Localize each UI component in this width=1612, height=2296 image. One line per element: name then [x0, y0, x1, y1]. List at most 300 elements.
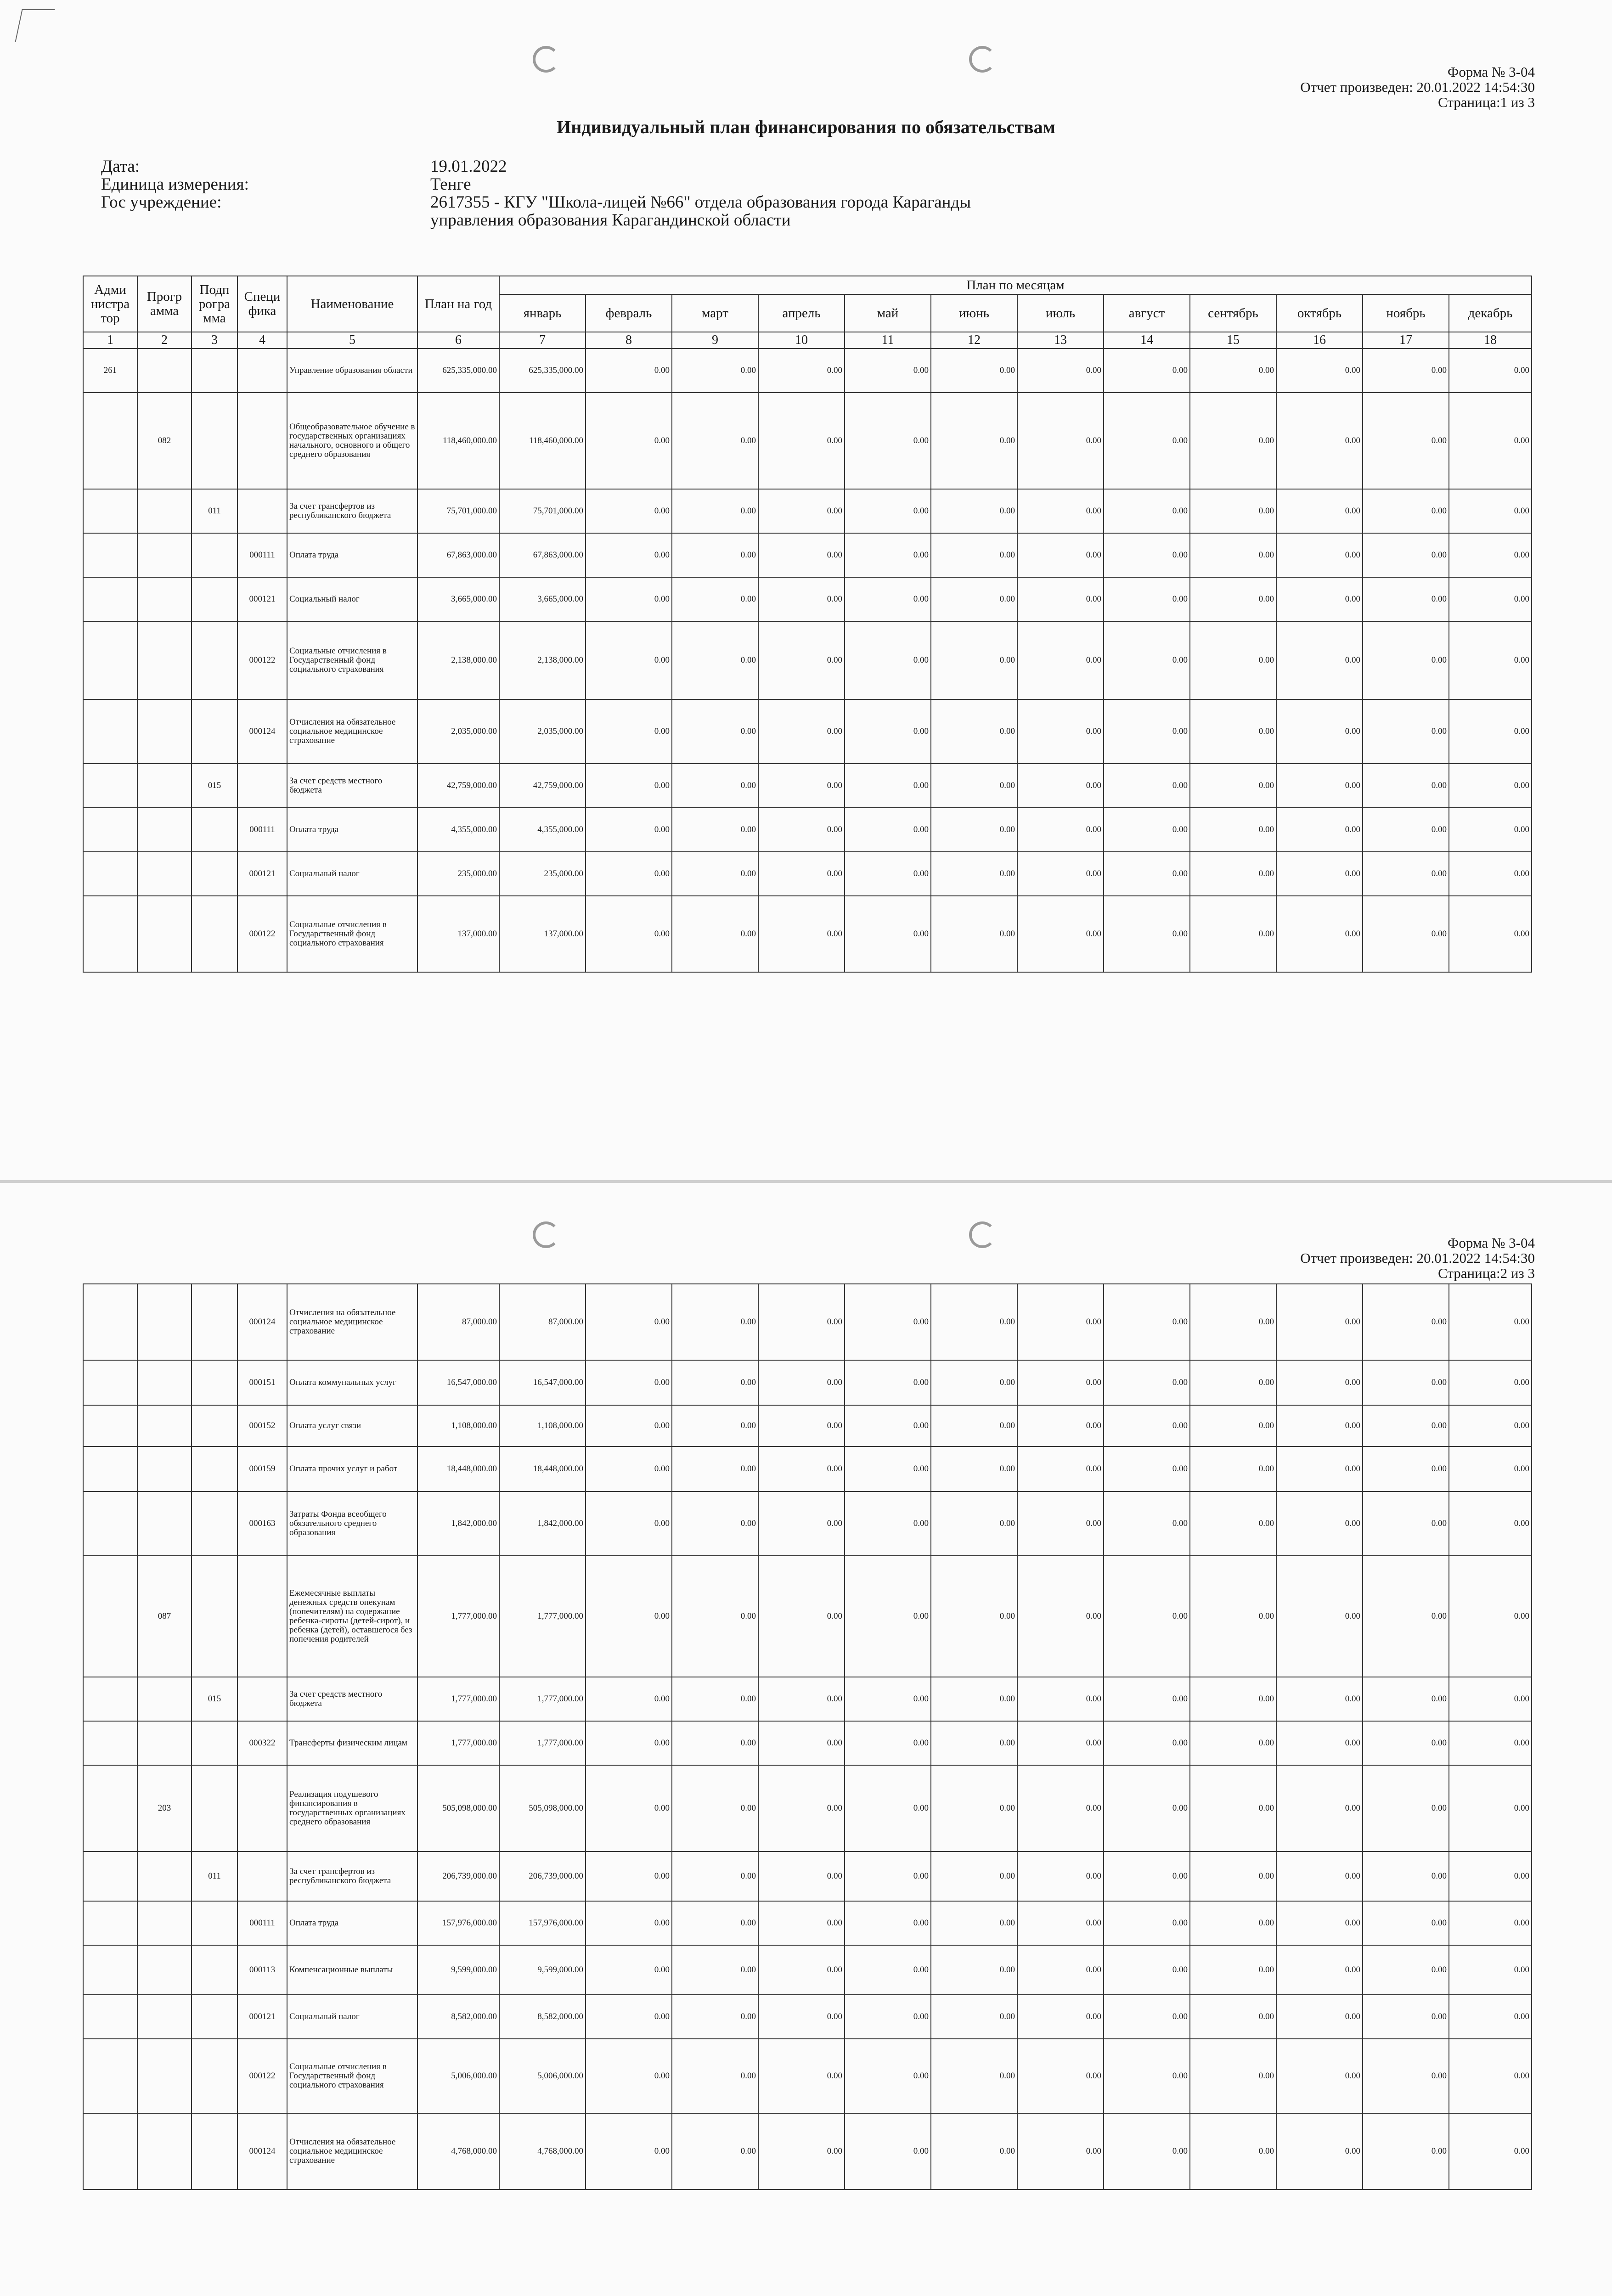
- program-code: 082: [137, 393, 192, 489]
- col-month-header: декабрь: [1449, 294, 1532, 332]
- month-value: 0.00: [931, 2039, 1017, 2113]
- col-index: 16: [1276, 332, 1363, 349]
- month-value: 0.00: [1363, 1995, 1449, 2039]
- item-name: Управление образования области: [287, 349, 417, 393]
- table-row: [83, 1765, 1532, 1851]
- table-row: [83, 1995, 1532, 2039]
- month-value: 0.00: [1276, 1765, 1363, 1851]
- month-value: 0.00: [1363, 852, 1449, 896]
- month-value: 0.00: [1363, 349, 1449, 393]
- month-value: 0.00: [845, 764, 931, 808]
- subprogram-code: 015: [192, 1677, 237, 1721]
- month-value: 0.00: [1276, 699, 1363, 764]
- specifics-code: 000122: [237, 896, 287, 972]
- month-value: 0.00: [1276, 852, 1363, 896]
- table-row: [83, 1405, 1532, 1446]
- month-value: 0.00: [1449, 1491, 1532, 1556]
- year-plan-value: 1,777,000.00: [417, 1721, 499, 1765]
- year-plan-value: 87,000.00: [417, 1284, 499, 1360]
- admin-code: [83, 1556, 137, 1677]
- month-value: 0.00: [1276, 764, 1363, 808]
- month-value: 0.00: [672, 393, 758, 489]
- month-value-jan: 1,842,000.00: [499, 1491, 586, 1556]
- month-value: 0.00: [672, 2113, 758, 2189]
- col-monthly-plan-header: План по месяцам: [499, 276, 1532, 294]
- month-value: 0.00: [1104, 1556, 1190, 1677]
- month-value: 0.00: [1276, 2039, 1363, 2113]
- month-value: 0.00: [1449, 1284, 1532, 1360]
- year-plan-value: 505,098,000.00: [417, 1765, 499, 1851]
- admin-code: [83, 1721, 137, 1765]
- admin-code: [83, 1491, 137, 1556]
- month-value: 0.00: [1190, 699, 1276, 764]
- month-value: 0.00: [845, 2039, 931, 2113]
- col-name-header: Наименование: [287, 276, 417, 332]
- item-name: Оплата прочих услуг и работ: [287, 1446, 417, 1491]
- subprogram-code: [192, 2039, 237, 2113]
- scan-hole-mark: [969, 1221, 996, 1248]
- col-index: 1: [83, 332, 137, 349]
- month-value: 0.00: [1449, 393, 1532, 489]
- year-plan-value: 2,035,000.00: [417, 699, 499, 764]
- month-value: 0.00: [758, 1851, 845, 1901]
- subprogram-code: 011: [192, 489, 237, 533]
- program-code: [137, 2113, 192, 2189]
- admin-code: [83, 1995, 137, 2039]
- month-value: 0.00: [1449, 764, 1532, 808]
- table-row: [83, 1851, 1532, 1901]
- month-value: 0.00: [758, 1360, 845, 1405]
- month-value: 0.00: [931, 1945, 1017, 1995]
- month-value: 0.00: [586, 577, 672, 621]
- month-value: 0.00: [1449, 2113, 1532, 2189]
- year-plan-value: 9,599,000.00: [417, 1945, 499, 1995]
- admin-code: [83, 533, 137, 577]
- month-value: 0.00: [586, 621, 672, 699]
- month-value: 0.00: [1104, 699, 1190, 764]
- month-value: 0.00: [586, 1995, 672, 2039]
- month-value: 0.00: [672, 764, 758, 808]
- month-value: 0.00: [931, 1446, 1017, 1491]
- specifics-code: 000111: [237, 1901, 287, 1945]
- month-value: 0.00: [1017, 1765, 1104, 1851]
- col-month-header: август: [1104, 294, 1190, 332]
- month-value: 0.00: [845, 533, 931, 577]
- specifics-code: 000124: [237, 1284, 287, 1360]
- month-value-jan: 4,768,000.00: [499, 2113, 586, 2189]
- month-value: 0.00: [672, 1851, 758, 1901]
- month-value: 0.00: [1276, 1901, 1363, 1945]
- admin-code: [83, 1945, 137, 1995]
- month-value: 0.00: [586, 764, 672, 808]
- month-value: 0.00: [1017, 533, 1104, 577]
- table-row: [83, 896, 1532, 972]
- year-plan-value: 625,335,000.00: [417, 349, 499, 393]
- month-value: 0.00: [1363, 764, 1449, 808]
- month-value: 0.00: [931, 489, 1017, 533]
- col-index: 15: [1190, 332, 1276, 349]
- program-code: [137, 1491, 192, 1556]
- subprogram-code: [192, 1491, 237, 1556]
- month-value: 0.00: [1104, 1677, 1190, 1721]
- month-value-jan: 157,976,000.00: [499, 1901, 586, 1945]
- month-value: 0.00: [1449, 1446, 1532, 1491]
- item-name: Компенсационные выплаты: [287, 1945, 417, 1995]
- month-value: 0.00: [672, 533, 758, 577]
- month-value: 0.00: [1363, 489, 1449, 533]
- program-code: [137, 1284, 192, 1360]
- month-value: 0.00: [845, 852, 931, 896]
- month-value: 0.00: [1190, 1446, 1276, 1491]
- item-name: Оплата услуг связи: [287, 1405, 417, 1446]
- month-value: 0.00: [1363, 1901, 1449, 1945]
- report-timestamp: Отчет произведен: 20.01.2022 14:54:30: [1300, 79, 1535, 95]
- month-value: 0.00: [845, 1901, 931, 1945]
- admin-code: [83, 2113, 137, 2189]
- program-code: [137, 1721, 192, 1765]
- col-specifics-header: Специ фика: [237, 276, 287, 332]
- col-index: 17: [1363, 332, 1449, 349]
- program-code: [137, 1360, 192, 1405]
- table-row: [83, 1446, 1532, 1491]
- unit-value: Тенге: [430, 175, 471, 194]
- item-name: Отчисления на обязательное социальное медицинское страхование: [287, 2113, 417, 2189]
- admin-code: [83, 764, 137, 808]
- item-name: Социальные отчисления в Государственный фонд социального страхования: [287, 896, 417, 972]
- year-plan-value: 157,976,000.00: [417, 1901, 499, 1945]
- month-value: 0.00: [1449, 533, 1532, 577]
- month-value: 0.00: [1449, 621, 1532, 699]
- month-value: 0.00: [845, 1995, 931, 2039]
- month-value: 0.00: [1276, 577, 1363, 621]
- program-code: [137, 2039, 192, 2113]
- table-row: [83, 577, 1532, 621]
- month-value: 0.00: [1276, 1446, 1363, 1491]
- col-month-header: март: [672, 294, 758, 332]
- month-value: 0.00: [931, 1901, 1017, 1945]
- month-value: 0.00: [1190, 808, 1276, 852]
- month-value: 0.00: [931, 896, 1017, 972]
- month-value: 0.00: [586, 1765, 672, 1851]
- month-value: 0.00: [586, 489, 672, 533]
- month-value-jan: 625,335,000.00: [499, 349, 586, 393]
- table-row: [83, 808, 1532, 852]
- month-value: 0.00: [758, 349, 845, 393]
- month-value: 0.00: [1104, 577, 1190, 621]
- program-code: [137, 1851, 192, 1901]
- month-value: 0.00: [586, 896, 672, 972]
- month-value: 0.00: [1363, 1360, 1449, 1405]
- program-code: [137, 1446, 192, 1491]
- program-code: 203: [137, 1765, 192, 1851]
- month-value: 0.00: [1104, 852, 1190, 896]
- month-value: 0.00: [931, 1360, 1017, 1405]
- date-label: Дата:: [101, 157, 140, 176]
- month-value: 0.00: [758, 1491, 845, 1556]
- year-plan-value: 1,777,000.00: [417, 1677, 499, 1721]
- month-value: 0.00: [1190, 2113, 1276, 2189]
- col-index: 8: [586, 332, 672, 349]
- table-row: [83, 2039, 1532, 2113]
- item-name: Социальный налог: [287, 577, 417, 621]
- table-row: [83, 1677, 1532, 1721]
- subprogram-code: [192, 393, 237, 489]
- table-row: [83, 393, 1532, 489]
- month-value: 0.00: [586, 393, 672, 489]
- month-value: 0.00: [758, 621, 845, 699]
- scan-corner-mark: [15, 9, 55, 42]
- month-value: 0.00: [758, 1765, 845, 1851]
- month-value: 0.00: [1190, 2039, 1276, 2113]
- month-value: 0.00: [1276, 1851, 1363, 1901]
- col-index: 18: [1449, 332, 1532, 349]
- col-index: 6: [417, 332, 499, 349]
- admin-code: [83, 1405, 137, 1446]
- subprogram-code: [192, 2113, 237, 2189]
- item-name: Отчисления на обязательное социальное медицинское страхование: [287, 699, 417, 764]
- month-value: 0.00: [1104, 393, 1190, 489]
- month-value: 0.00: [1017, 1721, 1104, 1765]
- month-value: 0.00: [1104, 621, 1190, 699]
- month-value: 0.00: [1190, 1677, 1276, 1721]
- col-month-header: октябрь: [1276, 294, 1363, 332]
- subprogram-code: [192, 1446, 237, 1491]
- month-value: 0.00: [1449, 1556, 1532, 1677]
- month-value: 0.00: [672, 1765, 758, 1851]
- month-value: 0.00: [758, 852, 845, 896]
- subprogram-code: [192, 852, 237, 896]
- month-value: 0.00: [845, 349, 931, 393]
- item-name: Оплата коммунальных услуг: [287, 1360, 417, 1405]
- month-value: 0.00: [1190, 1556, 1276, 1677]
- month-value: 0.00: [931, 1765, 1017, 1851]
- col-index: 2: [137, 332, 192, 349]
- subprogram-code: [192, 621, 237, 699]
- admin-code: [83, 852, 137, 896]
- month-value: 0.00: [1190, 577, 1276, 621]
- admin-code: [83, 489, 137, 533]
- subprogram-code: [192, 1721, 237, 1765]
- item-name: Оплата труда: [287, 808, 417, 852]
- subprogram-code: [192, 1945, 237, 1995]
- month-value: 0.00: [1017, 1405, 1104, 1446]
- month-value: 0.00: [586, 1851, 672, 1901]
- month-value: 0.00: [931, 349, 1017, 393]
- month-value: 0.00: [1190, 1765, 1276, 1851]
- month-value: 0.00: [1190, 1405, 1276, 1446]
- admin-code: [83, 1360, 137, 1405]
- month-value: 0.00: [672, 1491, 758, 1556]
- admin-code: [83, 577, 137, 621]
- subprogram-code: [192, 699, 237, 764]
- col-admin-header: Адми нистра тор: [83, 276, 137, 332]
- year-plan-value: 16,547,000.00: [417, 1360, 499, 1405]
- admin-code: [83, 1851, 137, 1901]
- month-value: 0.00: [931, 1556, 1017, 1677]
- month-value: 0.00: [1017, 489, 1104, 533]
- month-value: 0.00: [845, 699, 931, 764]
- month-value: 0.00: [1190, 852, 1276, 896]
- month-value: 0.00: [1190, 1901, 1276, 1945]
- item-name: Социальные отчисления в Государственный фонд социального страхования: [287, 621, 417, 699]
- month-value: 0.00: [1363, 621, 1449, 699]
- month-value: 0.00: [1363, 577, 1449, 621]
- subprogram-code: [192, 896, 237, 972]
- subprogram-code: 015: [192, 764, 237, 808]
- col-index: 5: [287, 332, 417, 349]
- month-value-jan: 206,739,000.00: [499, 1851, 586, 1901]
- month-value: 0.00: [931, 852, 1017, 896]
- month-value: 0.00: [586, 2113, 672, 2189]
- year-plan-value: 5,006,000.00: [417, 2039, 499, 2113]
- program-code: [137, 577, 192, 621]
- month-value: 0.00: [586, 699, 672, 764]
- month-value: 0.00: [1363, 1284, 1449, 1360]
- col-index: 13: [1017, 332, 1104, 349]
- month-value: 0.00: [1017, 2039, 1104, 2113]
- month-value: 0.00: [1017, 852, 1104, 896]
- month-value: 0.00: [1363, 1446, 1449, 1491]
- month-value-jan: 1,108,000.00: [499, 1405, 586, 1446]
- col-month-header: апрель: [758, 294, 845, 332]
- item-name: За счет средств местного бюджета: [287, 1677, 417, 1721]
- subprogram-code: [192, 577, 237, 621]
- month-value: 0.00: [845, 1446, 931, 1491]
- month-value: 0.00: [586, 1446, 672, 1491]
- table-row: [83, 349, 1532, 393]
- program-code: [137, 489, 192, 533]
- month-value: 0.00: [1017, 1851, 1104, 1901]
- month-value: 0.00: [1190, 1995, 1276, 2039]
- col-index: 12: [931, 332, 1017, 349]
- month-value: 0.00: [1017, 393, 1104, 489]
- admin-code: [83, 393, 137, 489]
- subprogram-code: [192, 349, 237, 393]
- month-value: 0.00: [845, 489, 931, 533]
- year-plan-value: 235,000.00: [417, 852, 499, 896]
- specifics-code: 000124: [237, 2113, 287, 2189]
- item-name: Отчисления на обязательное социальное медицинское страхование: [287, 1284, 417, 1360]
- org-value: 2617355 - КГУ "Школа-лицей №66" отдела образования города Караганды: [430, 193, 971, 212]
- scan-hole-mark: [533, 46, 559, 73]
- month-value: 0.00: [758, 1901, 845, 1945]
- month-value: 0.00: [672, 1995, 758, 2039]
- col-index: 14: [1104, 332, 1190, 349]
- specifics-code: 000163: [237, 1491, 287, 1556]
- page-header: [1300, 1235, 1535, 1281]
- month-value: 0.00: [672, 1284, 758, 1360]
- month-value: 0.00: [1363, 1677, 1449, 1721]
- month-value: 0.00: [1449, 577, 1532, 621]
- month-value: 0.00: [586, 2039, 672, 2113]
- month-value: 0.00: [931, 1851, 1017, 1901]
- month-value: 0.00: [1190, 393, 1276, 489]
- program-code: [137, 896, 192, 972]
- month-value: 0.00: [1276, 1721, 1363, 1765]
- month-value: 0.00: [1017, 1446, 1104, 1491]
- month-value-jan: 18,448,000.00: [499, 1446, 586, 1491]
- specifics-code: 000121: [237, 577, 287, 621]
- item-name: Общеобразовательное обучение в государственных организациях начального, основного и общего среднего образования: [287, 393, 417, 489]
- admin-code: [83, 1901, 137, 1945]
- unit-label: Единица измерения:: [101, 175, 249, 194]
- month-value: 0.00: [845, 2113, 931, 2189]
- month-value: 0.00: [1276, 393, 1363, 489]
- month-value: 0.00: [1017, 1556, 1104, 1677]
- month-value: 0.00: [672, 1721, 758, 1765]
- month-value: 0.00: [845, 1765, 931, 1851]
- month-value: 0.00: [586, 1491, 672, 1556]
- month-value: 0.00: [1449, 1677, 1532, 1721]
- month-value: 0.00: [672, 349, 758, 393]
- month-value: 0.00: [1104, 533, 1190, 577]
- month-value: 0.00: [586, 852, 672, 896]
- month-value: 0.00: [845, 1556, 931, 1677]
- col-index: 11: [845, 332, 931, 349]
- month-value: 0.00: [845, 621, 931, 699]
- item-name: Ежемесячные выплаты денежных средств опекунам (попечителям) на содержание ребенка-сироты (детей-сирот), и ребенка (детей), оставшегося без попечения родителей: [287, 1556, 417, 1677]
- item-name: Оплата труда: [287, 1901, 417, 1945]
- month-value: 0.00: [1190, 1851, 1276, 1901]
- month-value: 0.00: [1363, 808, 1449, 852]
- month-value: 0.00: [758, 1677, 845, 1721]
- year-plan-value: 67,863,000.00: [417, 533, 499, 577]
- year-plan-value: 1,777,000.00: [417, 1556, 499, 1677]
- col-index: 7: [499, 332, 586, 349]
- month-value-jan: 1,777,000.00: [499, 1721, 586, 1765]
- month-value: 0.00: [672, 1677, 758, 1721]
- month-value: 0.00: [931, 533, 1017, 577]
- year-plan-value: 4,768,000.00: [417, 2113, 499, 2189]
- month-value: 0.00: [758, 577, 845, 621]
- month-value: 0.00: [1363, 533, 1449, 577]
- table-row: [83, 1721, 1532, 1765]
- month-value-jan: 5,006,000.00: [499, 2039, 586, 2113]
- specifics-code: 000122: [237, 621, 287, 699]
- admin-code: [83, 2039, 137, 2113]
- month-value: 0.00: [672, 1901, 758, 1945]
- month-value: 0.00: [672, 1446, 758, 1491]
- specifics-code: [237, 1765, 287, 1851]
- col-index: 4: [237, 332, 287, 349]
- month-value: 0.00: [1104, 1360, 1190, 1405]
- year-plan-value: 42,759,000.00: [417, 764, 499, 808]
- month-value: 0.00: [1017, 1491, 1104, 1556]
- page-header: [1300, 64, 1535, 110]
- org-value-cont: управления образования Карагандинской области: [430, 211, 791, 230]
- form-label: Форма № 3-04: [1447, 1235, 1535, 1251]
- subprogram-code: [192, 1995, 237, 2039]
- month-value: 0.00: [1363, 1945, 1449, 1995]
- page-separator: [0, 1180, 1612, 1183]
- month-value: 0.00: [758, 1446, 845, 1491]
- month-value: 0.00: [931, 577, 1017, 621]
- month-value: 0.00: [758, 2039, 845, 2113]
- admin-code: [83, 1677, 137, 1721]
- month-value: 0.00: [758, 1995, 845, 2039]
- month-value: 0.00: [1449, 699, 1532, 764]
- month-value: 0.00: [845, 1360, 931, 1405]
- month-value: 0.00: [1104, 2039, 1190, 2113]
- month-value: 0.00: [672, 621, 758, 699]
- month-value: 0.00: [1190, 1491, 1276, 1556]
- month-value-jan: 118,460,000.00: [499, 393, 586, 489]
- table-row: [83, 699, 1532, 764]
- month-value: 0.00: [1104, 764, 1190, 808]
- month-value: 0.00: [1363, 1765, 1449, 1851]
- item-name: Социальный налог: [287, 1995, 417, 2039]
- month-value: 0.00: [672, 2039, 758, 2113]
